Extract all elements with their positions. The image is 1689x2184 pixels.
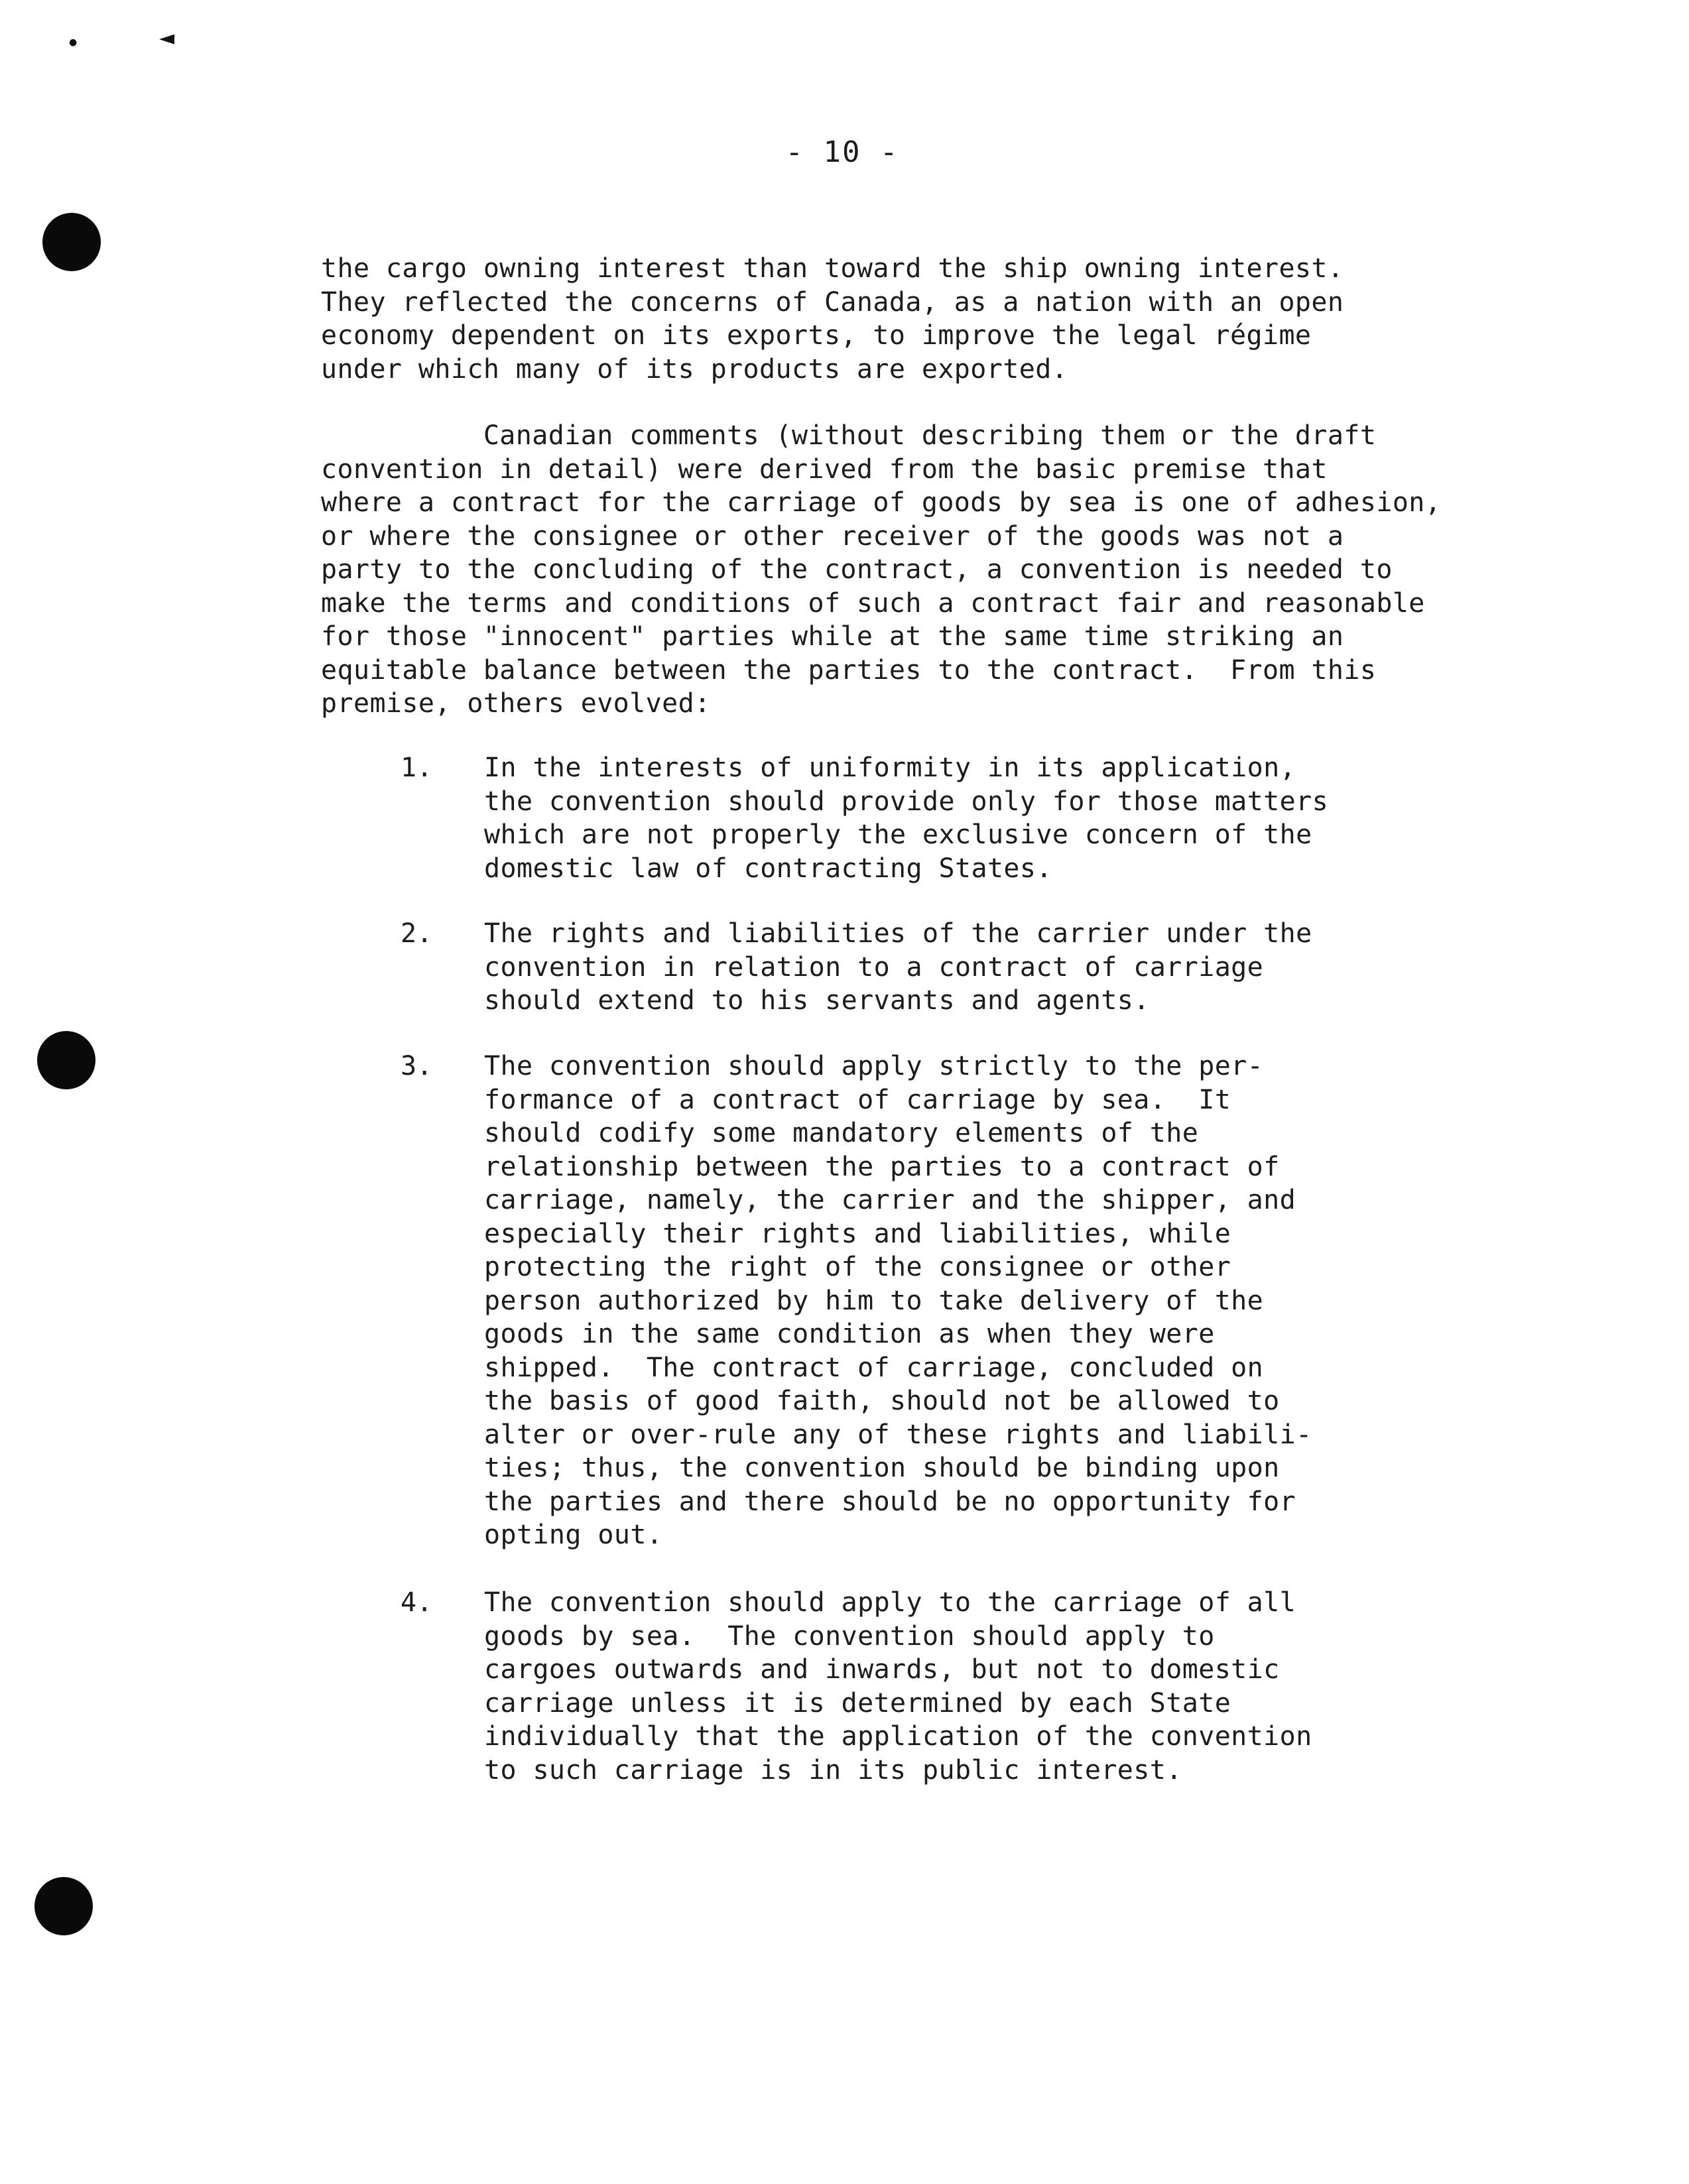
text-line: or where the consignee or other receiver of the goods was not a <box>321 520 1344 552</box>
corner-arrow-mark: ◄ <box>159 27 175 50</box>
text-line: ties; thus, the convention should be binding upon <box>484 1453 1280 1483</box>
list-item-text <box>484 917 1479 1018</box>
scan-dot-mark: ● <box>69 37 78 48</box>
list-item-number: 4. <box>401 1587 433 1618</box>
text-line: where a contract for the carriage of goods by sea is one of adhesion, <box>321 487 1442 518</box>
canadian-comments-paragraph <box>321 419 1488 721</box>
opening-paragraph <box>321 252 1488 386</box>
text-line: the parties and there should be no opportunity for <box>484 1486 1296 1517</box>
page-number: - 10 - <box>785 135 899 169</box>
text-line: person authorized by him to take delivery of the <box>484 1285 1264 1316</box>
text-line: premise, others evolved: <box>321 688 711 719</box>
text-line: cargoes outwards and inwards, but not to domestic <box>484 1654 1280 1685</box>
text-line: the cargo owning interest than toward the ship owning interest. <box>321 253 1344 284</box>
text-line: formance of a contract of carriage by sea. It <box>484 1084 1231 1115</box>
text-line: The convention should apply to the carriage of all <box>484 1587 1296 1618</box>
list-item-text <box>484 1050 1479 1552</box>
text-line: shipped. The contract of carriage, concluded on <box>484 1352 1264 1383</box>
text-line: especially their rights and liabilities, while <box>484 1218 1231 1249</box>
text-line: alter or over-rule any of these rights and liabili- <box>484 1419 1312 1450</box>
list-item-number: 2. <box>401 918 433 949</box>
text-line: make the terms and conditions of such a contract fair and reasonable <box>321 587 1425 619</box>
list-item-text <box>484 751 1479 885</box>
text-line: carriage, namely, the carrier and the shipper, and <box>484 1185 1296 1215</box>
list-item-number: 3. <box>401 1051 433 1081</box>
text-line: relationship between the parties to a contract of <box>484 1151 1280 1182</box>
text-line: should codify some mandatory elements of the <box>484 1118 1199 1148</box>
text-line: protecting the right of the consignee or other <box>484 1252 1231 1282</box>
text-line: Canadian comments (without describing them or the draft <box>321 420 1377 451</box>
text-line: economy dependent on its exports, to improve the legal régime <box>321 320 1312 351</box>
list-item-number: 1. <box>401 753 433 783</box>
text-line: carriage unless it is determined by each State <box>484 1687 1231 1719</box>
text-line: goods by sea. The convention should apply to <box>484 1620 1215 1652</box>
text-line: under which many of its products are exported. <box>321 353 1068 385</box>
list-item-text <box>484 1586 1479 1787</box>
text-line: the convention should provide only for those matters <box>484 786 1329 817</box>
text-line: should extend to his servants and agents. <box>484 985 1150 1016</box>
text-line: for those "innocent" parties while at the same time striking an <box>321 621 1344 652</box>
punch-hole-top <box>42 213 101 271</box>
text-line: goods in the same condition as when they were <box>484 1319 1215 1349</box>
text-line: opting out. <box>484 1520 663 1550</box>
text-line: which are not properly the exclusive concern of the <box>484 819 1312 850</box>
text-line: convention in detail) were derived from the basic premise that <box>321 454 1328 485</box>
text-line: the basis of good faith, should not be allowed to <box>484 1386 1280 1416</box>
text-line: party to the concluding of the contract, a convention is needed to <box>321 554 1393 585</box>
text-line: In the interests of uniformity in its application, <box>484 753 1296 783</box>
text-line: convention in relation to a contract of carriage <box>484 951 1264 983</box>
text-line: to such carriage is in its public interest. <box>484 1754 1182 1786</box>
text-line: The convention should apply strictly to the per- <box>484 1051 1264 1081</box>
punch-hole-bottom <box>34 1877 93 1935</box>
punch-hole-middle <box>37 1031 95 1089</box>
text-line: individually that the application of the convention <box>484 1721 1312 1752</box>
text-line: They reflected the concerns of Canada, as a nation with an open <box>321 286 1344 318</box>
text-line: equitable balance between the parties to the contract. From this <box>321 654 1377 686</box>
text-line: domestic law of contracting States. <box>484 853 1052 884</box>
text-line: The rights and liabilities of the carrier under the <box>484 918 1312 949</box>
